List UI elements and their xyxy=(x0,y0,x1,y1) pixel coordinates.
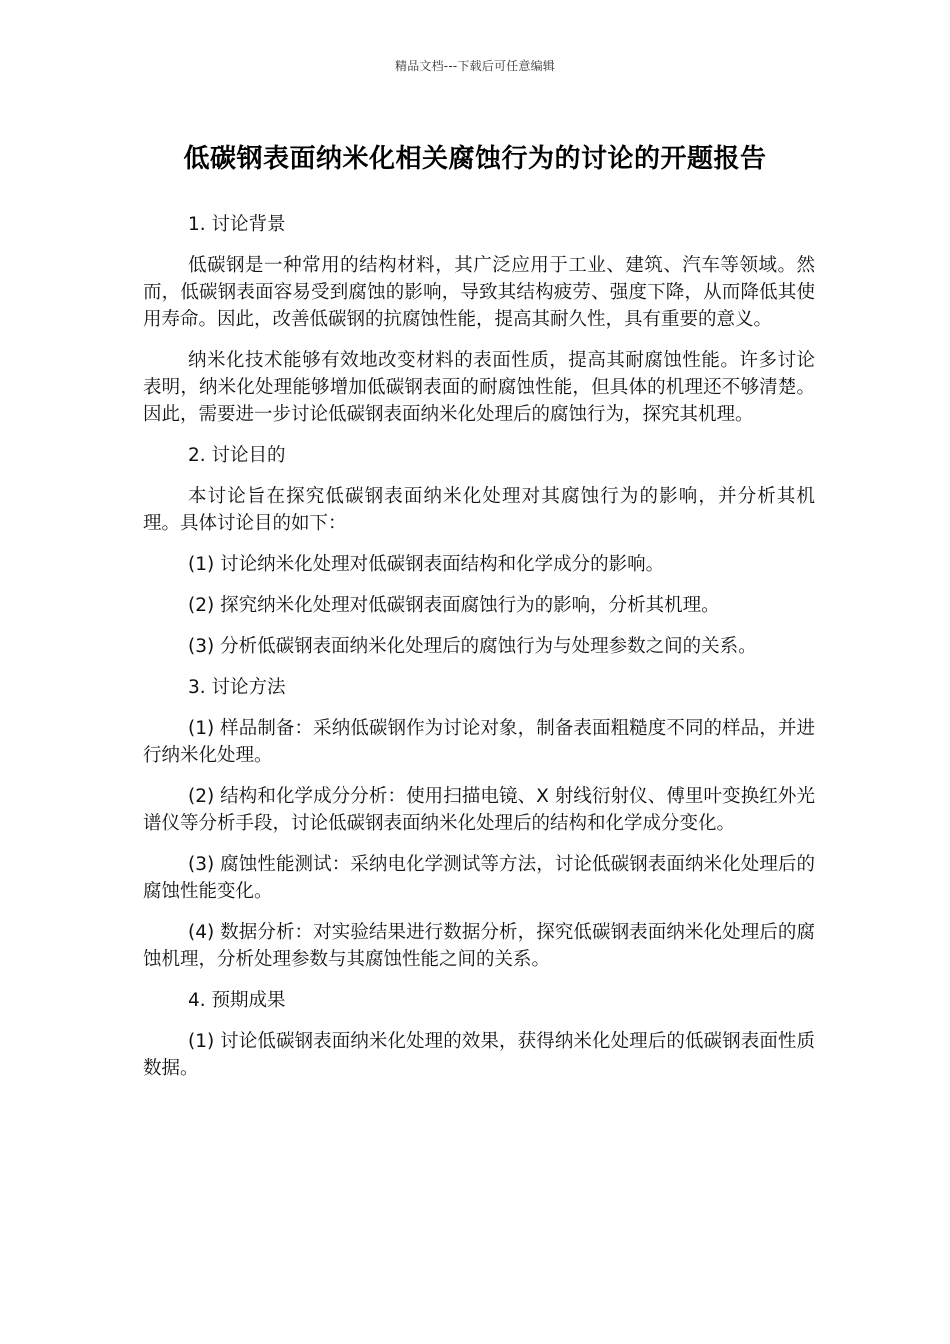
paragraph-background-2: 纳米化技术能够有效地改变材料的表面性质，提高其耐腐蚀性能。许多讨论表明，纳米化处理能够增加低碳钢表面的耐腐蚀性能，但具体的机理还不够清楚。因此，需要进一步讨论低碳钢表面纳米化处理后的腐蚀行为，探究其机理。 xyxy=(143,350,815,425)
page-header: 精品文档---下载后可任意编辑 xyxy=(395,59,555,73)
section-heading-methods: 3. 讨论方法 xyxy=(188,677,286,698)
purpose-item-1: (1) 讨论纳米化处理对低碳钢表面结构和化学成分的影响。 xyxy=(188,554,665,575)
method-item-3: (3) 腐蚀性能测试：采纳电化学测试等方法，讨论低碳钢表面纳米化处理后的腐蚀性能变化。 xyxy=(143,854,815,902)
purpose-item-2: (2) 探究纳米化处理对低碳钢表面腐蚀行为的影响，分析其机理。 xyxy=(188,595,720,616)
document-title: 低碳钢表面纳米化相关腐蚀行为的讨论的开题报告 xyxy=(183,144,767,174)
outcome-item-1: (1) 讨论低碳钢表面纳米化处理的效果，获得纳米化处理后的低碳钢表面性质数据。 xyxy=(143,1031,815,1079)
section-heading-purpose: 2. 讨论目的 xyxy=(188,445,286,466)
paragraph-background-1: 低碳钢是一种常用的结构材料，其广泛应用于工业、建筑、汽车等领域。然而，低碳钢表面容易受到腐蚀的影响，导致其结构疲劳、强度下降，从而降低其使用寿命。因此，改善低碳钢的抗腐蚀性能，提高其耐久性，具有重要的意义。 xyxy=(143,255,815,330)
paragraph-purpose-intro: 本讨论旨在探究低碳钢表面纳米化处理对其腐蚀行为的影响，并分析其机理。具体讨论目的如下： xyxy=(143,486,815,534)
method-item-1: (1) 样品制备：采纳低碳钢作为讨论对象，制备表面粗糙度不同的样品，并进行纳米化处理。 xyxy=(143,718,815,766)
document-body xyxy=(143,211,815,1096)
section-heading-outcomes: 4. 预期成果 xyxy=(188,990,286,1011)
method-item-4: (4) 数据分析：对实验结果进行数据分析，探究低碳钢表面纳米化处理后的腐蚀机理，分析处理参数与其腐蚀性能之间的关系。 xyxy=(143,922,815,970)
purpose-item-3: (3) 分析低碳钢表面纳米化处理后的腐蚀行为与处理参数之间的关系。 xyxy=(188,636,757,657)
section-heading-background: 1. 讨论背景 xyxy=(188,214,286,235)
method-item-2: (2) 结构和化学成分分析：使用扫描电镜、X 射线衍射仪、傅里叶变换红外光谱仪等分析手段，讨论低碳钢表面纳米化处理后的结构和化学成分变化。 xyxy=(143,786,815,834)
